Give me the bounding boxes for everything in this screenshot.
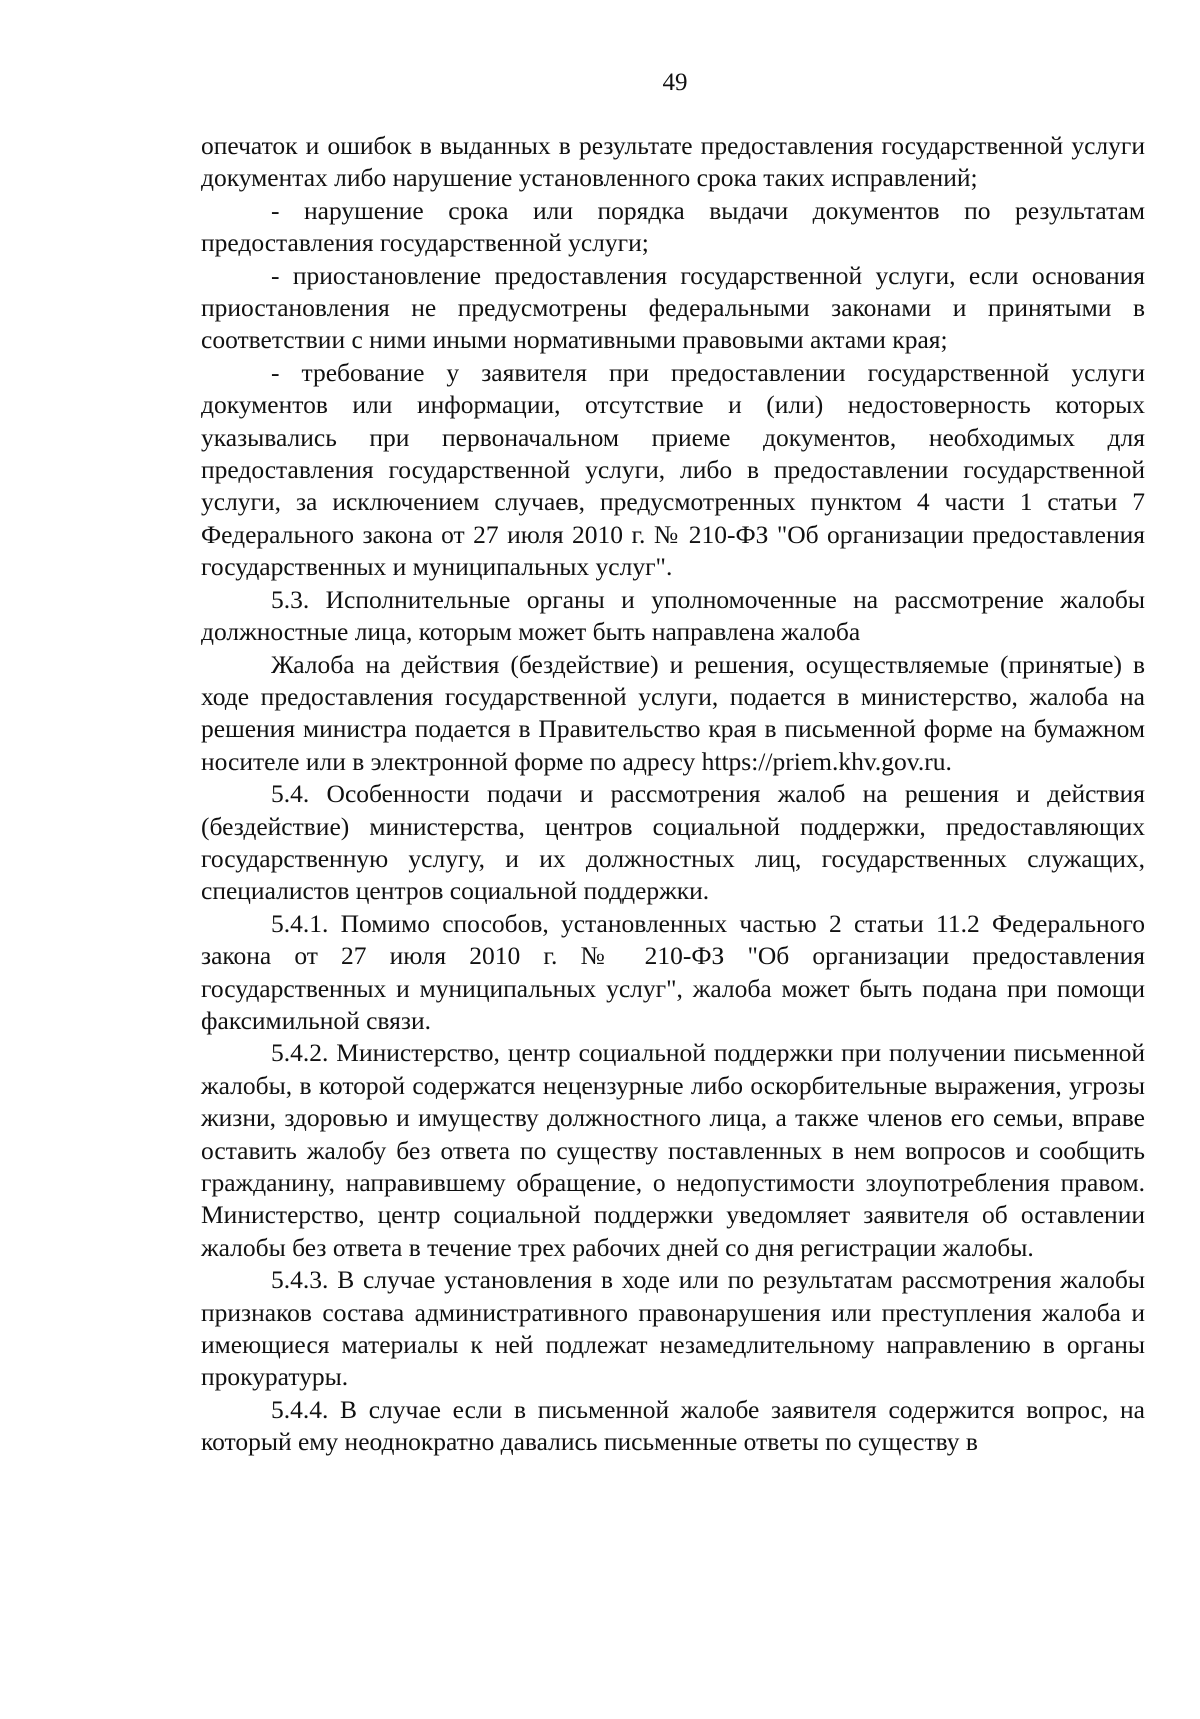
section-5-4-2: 5.4.2. Министерство, центр социальной поддержки при получении письменной жалобы, в которой содержатся нецензурные либо оскорбительные выражения, угрозы жизни, здоровью и имуществу должностного лица, а также членов его семьи, вправе оставить жалобу без ответа по существу поставленных в нем вопросов и сообщить гражданину, направившему обращение, о недопустимости злоупотребления правом. Министерство, центр социальной поддержки уведомляет заявителя об оставлении жалобы без ответа в течение трех рабочих дней со дня регистрации жалобы.	[201, 1038, 1145, 1262]
section-5-4-heading: 5.4. Особенности подачи и рассмотрения жалоб на решения и действия (бездействие) министерства, центров социальной поддержки, предоставляющих государственную услугу, и их должностных лиц, государственных служащих, специалистов центров социальной поддержки.	[201, 779, 1145, 906]
section-5-4-1: 5.4.1. Помимо способов, установленных частью 2 статьи 11.2 Федерального закона от 27 июля 2010 г. № 210-ФЗ "Об организации предоставления государственных и муниципальных услуг", жалоба может быть подана при помощи факсимильной связи.	[201, 908, 1145, 1035]
page-number: 49	[662, 69, 688, 96]
section-5-4-4: 5.4.4. В случае если в письменной жалобе заявителя содержится вопрос, на который ему неоднократно давались письменные ответы по существу в	[201, 1394, 1145, 1457]
list-item-suspension: - приостановление предоставления государственной услуги, если основания приостановления не предусмотрены федеральными законами и принятыми в соответствии с ними иными нормативными правовыми актами края;	[201, 260, 1145, 355]
section-5-3-heading: 5.3. Исполнительные органы и уполномоченные на рассмотрение жалобы должностные лица, которым может быть направлена жалоба	[201, 584, 1145, 647]
list-item-document-requirement: - требование у заявителя при предоставлении государственной услуги документов или информации, отсутствие и (или) недостоверность которых указывались при первоначальном приеме документов, необходимых для предоставления государственной услуги, либо в предоставлении государственной услуги, за исключением случаев, предусмотренных пунктом 4 части 1 статьи 7 Федерального закона от 27 июля 2010 г. № 210-ФЗ "Об организации предоставления государственных и муниципальных услуг".	[201, 357, 1145, 582]
paragraph-continuation: опечаток и ошибок в выданных в результате предоставления государственной услуги документах либо нарушение установленного срока таких исправлений;	[201, 131, 1145, 193]
section-5-4-3: 5.4.3. В случае установления в ходе или по результатам рассмотрения жалобы признаков состава административного правонарушения или преступления жалоба и имеющиеся материалы к ней подлежат незамедлительному направлению в органы прокуратуры.	[201, 1265, 1145, 1392]
document-body	[201, 130, 1145, 1459]
paragraph-complaint-submission: Жалоба на действия (бездействие) и решения, осуществляемые (принятые) в ходе предоставления государственной услуги, подается в министерство, жалоба на решения министра подается в Правительство края в письменной форме на бумажном носителе или в электронной форме по адресу https://priem.khv.gov.ru.	[201, 649, 1145, 776]
list-item-deadline-violation: - нарушение срока или порядка выдачи документов по результатам предоставления государственной услуги;	[201, 195, 1145, 258]
